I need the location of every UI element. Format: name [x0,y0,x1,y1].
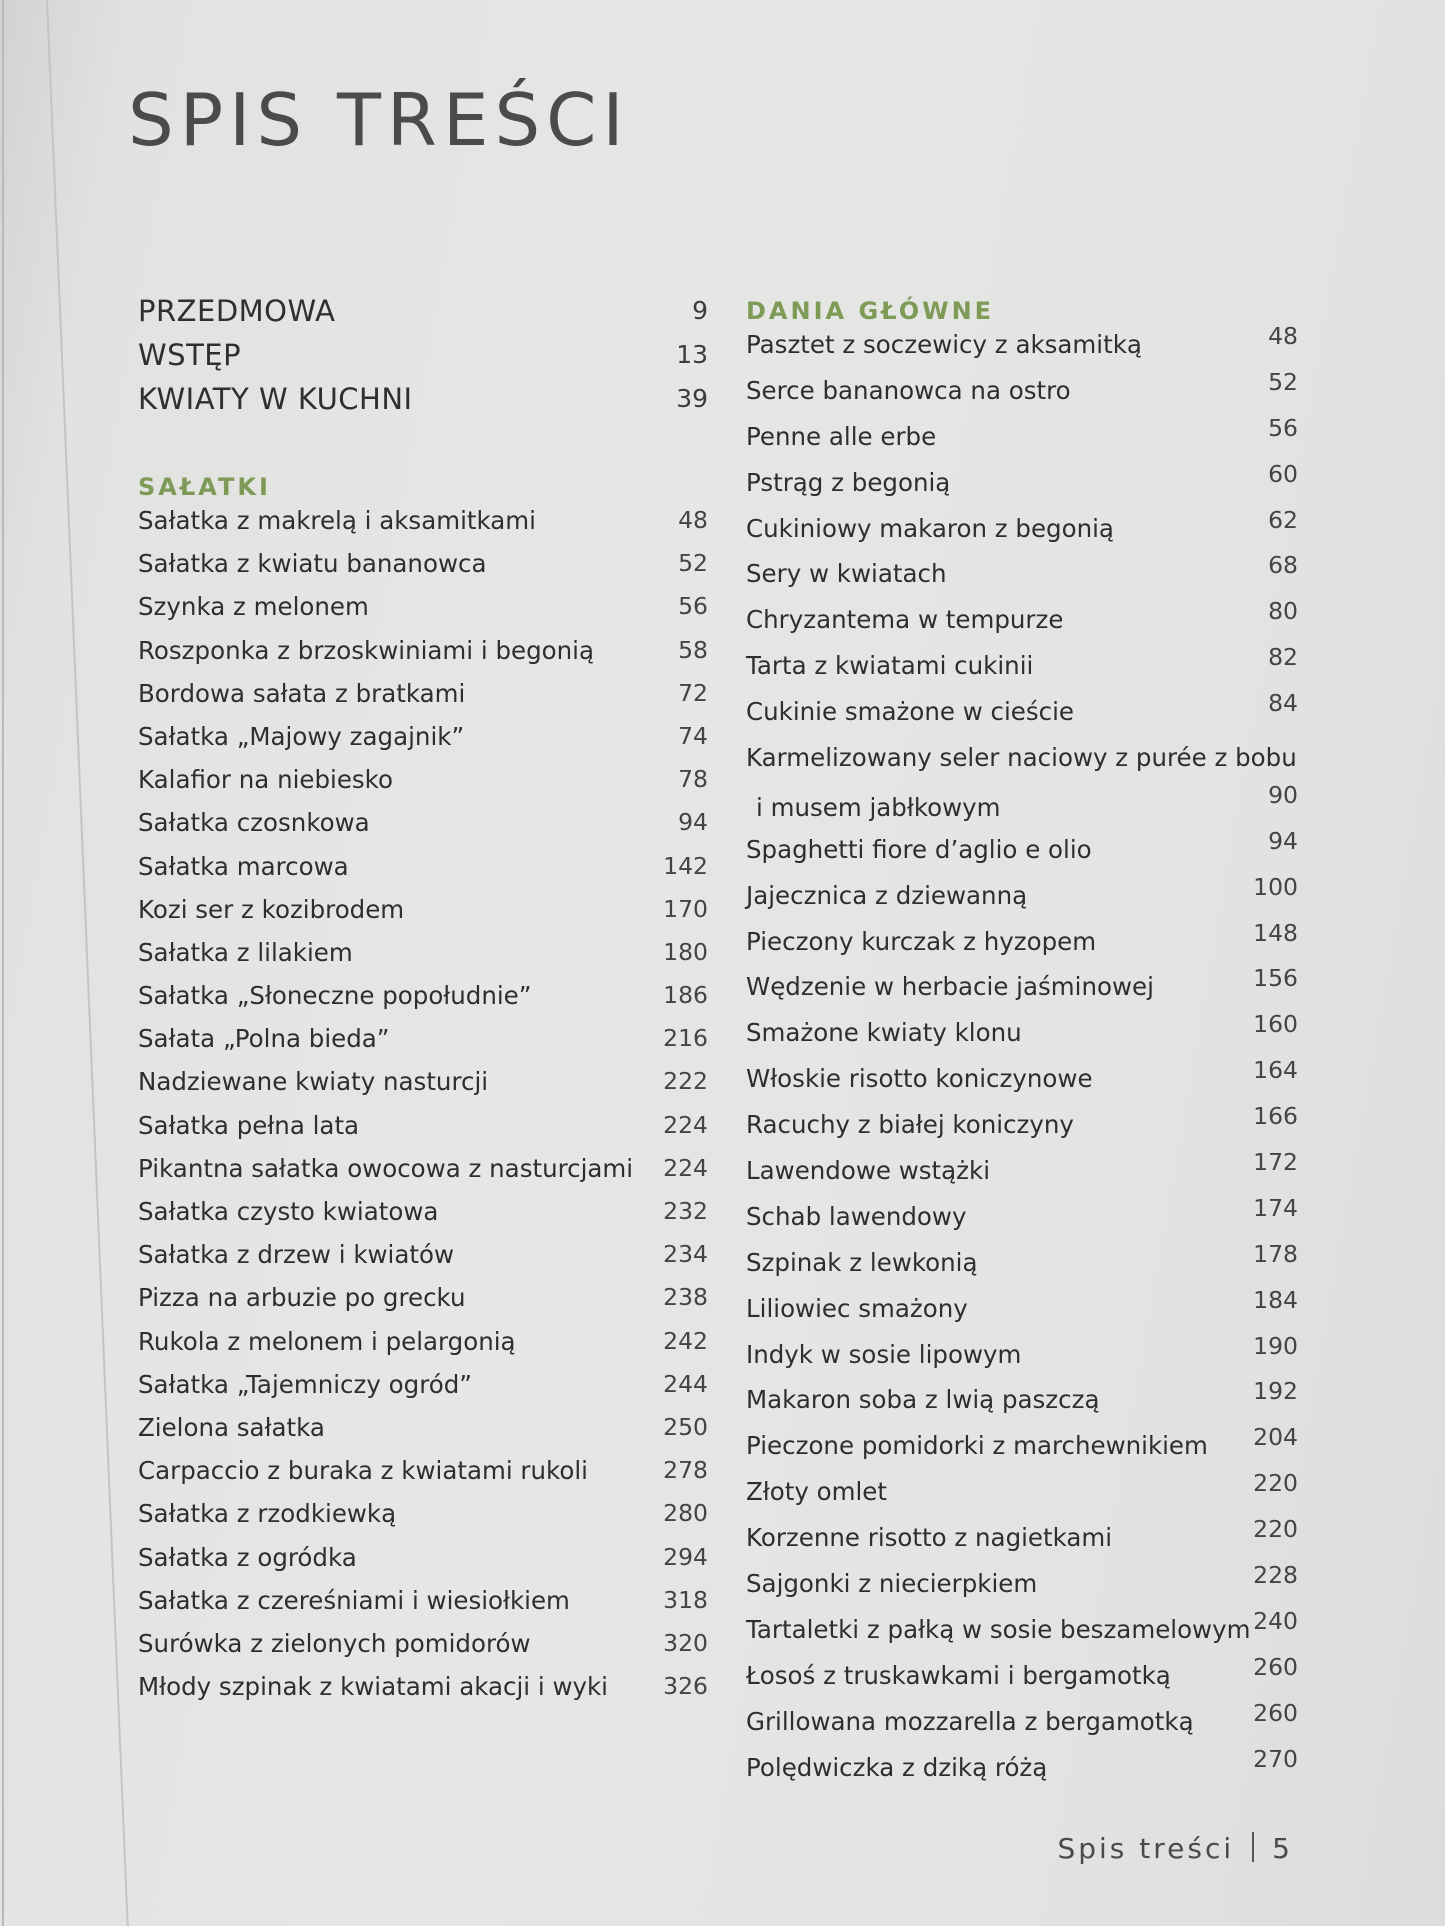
entry-title: Sałatka z lilakiem [138,937,353,967]
toc-entry [138,1154,708,1197]
toc-entry [746,643,1298,697]
toc-entry [746,1193,1298,1248]
toc-entry [138,1629,708,1672]
toc-left-column [138,294,708,1715]
entry-title: Sajgonki z niecierpkiem [746,1569,1038,1599]
entry-page-number: 318 [663,1585,708,1614]
toc-entry [746,1102,1298,1156]
toc-entry [138,808,708,851]
toc-entry [746,826,1298,881]
entry-page-number: 250 [663,1412,708,1441]
entry-page-number: 56 [1268,413,1298,442]
entry-page-number: 39 [676,384,708,413]
toc-entry [138,765,708,808]
entry-page-number: 156 [1253,964,1298,993]
entry-title: Grillowana mozzarella z bergamotką [746,1706,1194,1736]
entry-page-number: 58 [678,635,708,664]
toc-entry [746,1606,1298,1661]
entry-title: Sałatka „Majowy zagajnik” [138,721,465,751]
toc-entry [138,294,708,338]
page-edge [46,0,129,1926]
entry-page-number: 142 [663,851,708,880]
entry-page-number: 52 [1268,367,1298,396]
toc-entry [138,1240,708,1283]
entry-page-number: 204 [1253,1423,1298,1452]
entry-title: Makaron soba z lwią paszczą [746,1385,1100,1415]
entry-title: Sałatka z kwiatu bananowca [138,549,487,579]
footer-page-number: 5 [1272,1832,1293,1865]
entry-title: Roszponka z brzoskwiniami i begonią [138,635,595,665]
toc-entry [746,413,1298,468]
entry-page-number: 216 [663,1024,708,1053]
toc-entry [746,1056,1298,1110]
toc-entry [138,981,708,1024]
entry-title: Lawendowe wstążki [746,1156,991,1186]
entry-title: Tarta z kwiatami cukinii [746,651,1034,681]
toc-entry [138,338,708,382]
entry-title: Włoskie risotto koniczynowe [746,1064,1093,1094]
toc-entry [746,1561,1298,1615]
intro-list [138,294,708,426]
entry-page-number: 234 [663,1240,708,1269]
toc-entry [138,1499,708,1542]
entry-title: Serce bananowca na ostro [746,375,1071,405]
entry-page-number: 82 [1268,643,1298,672]
entry-page-number: 320 [663,1628,708,1657]
entry-page-number: 220 [1253,1515,1298,1544]
entry-title: Łosoś z truskawkami i bergamotką [746,1660,1171,1690]
entry-title: Korzenne risotto z nagietkami [746,1523,1113,1553]
entry-page-number: 244 [663,1369,708,1398]
entry-title: Pasztet z soczewicy z aksamitką [746,330,1142,359]
entry-title: Penne alle erbe [746,421,937,451]
entry-page-number: 190 [1253,1331,1298,1360]
entry-title: Spaghetti fiore d’aglio e olio [746,834,1092,864]
toc-entry [746,1148,1298,1202]
toc-entry [138,679,708,722]
entry-title: Tartaletki z pałką w sosie beszamelowym [746,1614,1251,1644]
entry-title: Kozi ser z kozibrodem [138,894,405,924]
entry-page-number: 180 [663,937,708,966]
entry-title: Sery w kwiatach [746,559,947,589]
toc-entry [138,1067,708,1110]
entry-page-number: 232 [663,1197,708,1225]
entry-title: Sałatka marcowa [138,851,349,881]
toc-entry [138,549,708,592]
footer-divider [1252,1832,1254,1862]
entry-title: Pizza na arbuzie po grecku [138,1283,466,1313]
entry-title: Sałatka z czereśniami i wiesiołkiem [138,1585,570,1615]
entry-title: Pstrąg z begonią [746,467,951,497]
page-footer [1057,1832,1293,1865]
entry-page-number: 172 [1253,1148,1298,1177]
entry-page-number: 78 [678,765,708,794]
page-edge [2,0,4,1926]
entry-page-number: 186 [663,981,708,1010]
entry-page-number: 192 [1253,1377,1298,1406]
entry-title: Sałatka pełna lata [138,1110,360,1140]
entry-page-number: 68 [1268,551,1298,580]
toc-entry [138,1197,708,1240]
toc-entry [746,367,1298,422]
entry-title: Racuchy z białej koniczyny [746,1110,1074,1140]
toc-entry [746,964,1298,1018]
entry-title: Rukola z melonem i pelargonią [138,1326,516,1356]
entry-title: Sałata „Polna bieda” [138,1024,390,1054]
toc-entry [746,1285,1298,1340]
entry-page-number: 170 [663,894,708,923]
entry-page-number: 224 [663,1110,708,1139]
toc-entry [138,722,708,765]
entry-page-number: 220 [1253,1469,1298,1498]
footer-section: Spis treści [1057,1832,1235,1865]
toc-entry [746,743,1298,789]
entry-title: Bordowa sałata z bratkami [138,678,466,708]
toc-entry [746,1423,1298,1477]
entry-page-number: 160 [1253,1010,1298,1039]
entry-title: Szpinak z lewkonią [746,1247,978,1277]
entry-page-number: 294 [663,1542,708,1571]
entry-title: Nadziewane kwiaty nasturcji [138,1067,489,1097]
entry-page-number: 94 [678,808,708,837]
entry-page-number: 326 [663,1672,708,1701]
dania-list [746,322,1298,1799]
entry-title: Pikantna sałatka owocowa z nasturcjami [138,1153,634,1183]
entry-title: Sałatka z rzodkiewką [138,1499,397,1529]
entry-title: Jajecznica z dziewanną [746,880,1028,910]
entry-page-number: 9 [692,296,708,325]
toc-entry [746,1331,1298,1386]
toc-entry [746,1744,1298,1799]
toc-entry [746,872,1298,927]
entry-title: Smażone kwiaty klonu [746,1018,1022,1048]
entry-title: Pieczone pomidorki z marchewnikiem [746,1431,1208,1461]
toc-entry [746,459,1298,514]
entry-page-number: 166 [1253,1102,1298,1131]
toc-entry [746,918,1298,973]
entry-title: Carpaccio z buraka z kwiatami rukoli [138,1456,588,1486]
toc-entry [746,322,1298,376]
entry-page-number: 224 [663,1153,708,1182]
toc-entry [138,1672,708,1715]
toc-entry [746,597,1298,651]
entry-title: Surówka z zielonych pomidorów [138,1628,531,1658]
entry-title: Sałatka „Tajemniczy ogród” [138,1369,472,1399]
entry-page-number: 184 [1253,1285,1298,1314]
entry-page-number: 178 [1253,1239,1298,1268]
toc-entry [746,1515,1298,1569]
toc-entry [138,592,708,635]
entry-title: Sałatka czosnkowa [138,808,370,838]
toc-entry [138,1456,708,1499]
toc-entry [138,895,708,938]
entry-title: Polędwiczka z dziką różą [746,1752,1048,1782]
entry-title: Sałatka z drzew i kwiatów [138,1240,455,1270]
toc-entry [746,780,1298,835]
toc-entry [746,505,1298,560]
toc-entry [138,382,708,426]
toc-entry [746,689,1298,743]
entry-title: Cukinie smażone w cieście [746,697,1074,727]
entry-title: i musem jabłkowym [756,792,1001,822]
entry-page-number: 278 [663,1456,708,1485]
entry-title: Sałatka z ogródka [138,1542,357,1572]
entry-title: Chryzantema w tempurze [746,605,1064,635]
toc-entry [746,1652,1298,1707]
entry-title: Sałatka „Słoneczne popołudnie” [138,981,532,1011]
toc-entry [138,1283,708,1326]
entry-page-number: 72 [678,678,708,707]
entry-page-number: 240 [1253,1606,1298,1635]
entry-page-number: 242 [663,1326,708,1355]
entry-page-number: 228 [1253,1561,1298,1590]
toc-entry [138,852,708,895]
entry-page-number: 280 [663,1499,708,1528]
toc-entry [138,1327,708,1370]
entry-title: Sałatka z makrelą i aksamitkami [138,506,536,535]
entry-page-number: 48 [1268,322,1298,350]
toc-entry [746,1010,1298,1064]
entry-page-number: 60 [1268,459,1298,488]
toc-entry [746,551,1298,605]
toc-entry [138,1111,708,1154]
entry-title: Cukiniowy makaron z begonią [746,513,1114,543]
entry-title: KWIATY W KUCHNI [138,382,413,416]
toc-entry [746,1377,1298,1431]
entry-page-number: 260 [1253,1652,1298,1681]
entry-title: Karmelizowany seler naciowy z purée z bobu [746,743,1297,773]
entry-title: Kalafior na niebiesko [138,765,393,795]
toc-entry [746,1239,1298,1294]
section-heading-salatki: SAŁATKI [138,473,271,501]
entry-page-number: 62 [1268,505,1298,534]
entry-title: Złoty omlet [746,1477,887,1507]
entry-title: Zielona sałatka [138,1412,325,1442]
salatki-list [138,506,708,1715]
entry-page-number: 260 [1253,1698,1298,1727]
entry-title: WSTĘP [138,338,242,372]
entry-title: Liliowiec smażony [746,1293,968,1323]
entry-page-number: 48 [678,506,708,534]
entry-title: Wędzenie w herbacie jaśminowej [746,972,1154,1002]
entry-page-number: 13 [676,340,708,369]
entry-page-number: 94 [1268,826,1298,855]
entry-page-number: 90 [1268,780,1298,809]
toc-entry [138,1586,708,1629]
entry-page-number: 100 [1253,872,1298,901]
entry-page-number: 80 [1268,597,1298,626]
entry-page-number: 270 [1253,1744,1298,1773]
entry-title: Młody szpinak z kwiatami akacji i wyki [138,1672,608,1702]
entry-page-number: 222 [663,1067,708,1096]
entry-page-number: 238 [663,1283,708,1312]
entry-page-number: 174 [1253,1193,1298,1222]
entry-title: PRZEDMOWA [138,294,336,328]
toc-entry [138,1413,708,1456]
section-heading-dania: DANIA GŁÓWNE [746,297,995,325]
entry-page-number: 84 [1268,689,1298,718]
toc-entry [138,506,708,549]
entry-title: Szynka z melonem [138,592,369,622]
entry-title: Indyk w sosie lipowym [746,1339,1022,1369]
toc-right-column [746,292,1298,1799]
entry-page-number: 52 [678,549,708,578]
entry-title: Pieczony kurczak z hyzopem [746,926,1097,956]
page-title: SPIS TREŚCI [128,78,630,162]
entry-page-number: 74 [678,721,708,750]
entry-page-number: 164 [1253,1056,1298,1085]
toc-entry [138,1370,708,1413]
toc-entry [746,1469,1298,1523]
toc-entry [138,1024,708,1067]
entry-page-number: 56 [678,592,708,621]
toc-entry [138,636,708,679]
entry-page-number: 148 [1253,918,1298,947]
toc-entry [746,1698,1298,1753]
toc-entry [138,938,708,981]
entry-title: Schab lawendowy [746,1201,967,1231]
toc-entry [138,1543,708,1586]
entry-title: Sałatka czysto kwiatowa [138,1197,439,1226]
